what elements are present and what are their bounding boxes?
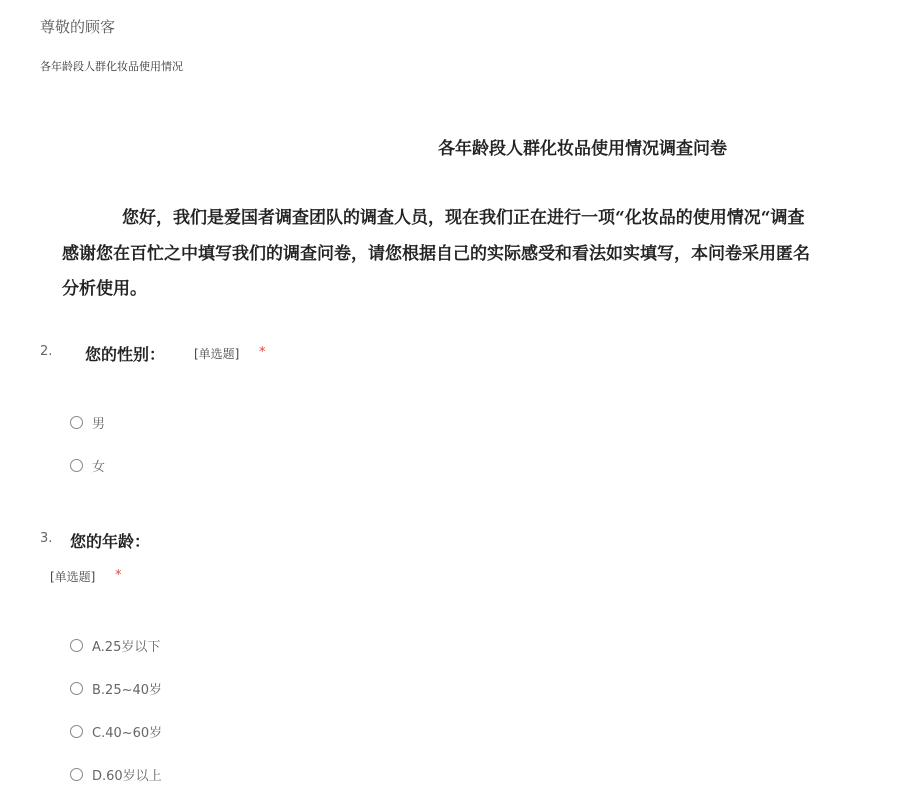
radio-button[interactable] — [70, 459, 83, 472]
radio-button[interactable] — [70, 725, 83, 738]
radio-button[interactable] — [70, 768, 83, 781]
intro-line: 您好，我们是爱国者调查团队的调查人员，现在我们正在进行一项“化妆品的使用情况“调查 — [122, 208, 805, 228]
option-label: 女 — [92, 459, 106, 475]
intro-line: 感谢您在百忙之中填写我们的调查问卷，请您根据自己的实际感受和看法如实填写，本问卷采用匿名 — [62, 244, 810, 264]
option-label: D.60岁以上 — [92, 768, 162, 784]
option-male[interactable] — [70, 413, 105, 431]
radio-button[interactable] — [70, 639, 83, 652]
question-type-label: [单选题] — [50, 570, 96, 584]
option-age-under-25[interactable] — [70, 636, 160, 654]
greeting-text: 尊敬的顾客 — [40, 18, 116, 36]
survey-subtitle: 各年龄段人群化妆品使用情况 — [40, 60, 183, 73]
option-label: A.25岁以下 — [92, 639, 161, 655]
option-female[interactable] — [70, 456, 105, 474]
survey-title: 各年龄段人群化妆品使用情况调查问卷 — [438, 139, 727, 159]
option-label: B.25~40岁 — [92, 682, 163, 698]
question-title: 您的性别： — [85, 345, 166, 364]
radio-button[interactable] — [70, 682, 83, 695]
required-marker: * — [259, 345, 266, 360]
question-type-label: [单选题] — [194, 347, 240, 361]
intro-line: 分析使用。 — [62, 279, 147, 299]
question-title: 您的年龄： — [70, 532, 151, 551]
radio-button[interactable] — [70, 416, 83, 429]
option-label: C.40~60岁 — [92, 725, 163, 741]
option-label: 男 — [92, 416, 106, 432]
question-number: 2. — [40, 344, 53, 359]
question-number: 3. — [40, 531, 53, 546]
option-age-25-40[interactable] — [70, 679, 162, 697]
required-marker: * — [115, 568, 122, 583]
option-age-40-60[interactable] — [70, 722, 162, 740]
option-age-over-60[interactable] — [70, 765, 162, 783]
